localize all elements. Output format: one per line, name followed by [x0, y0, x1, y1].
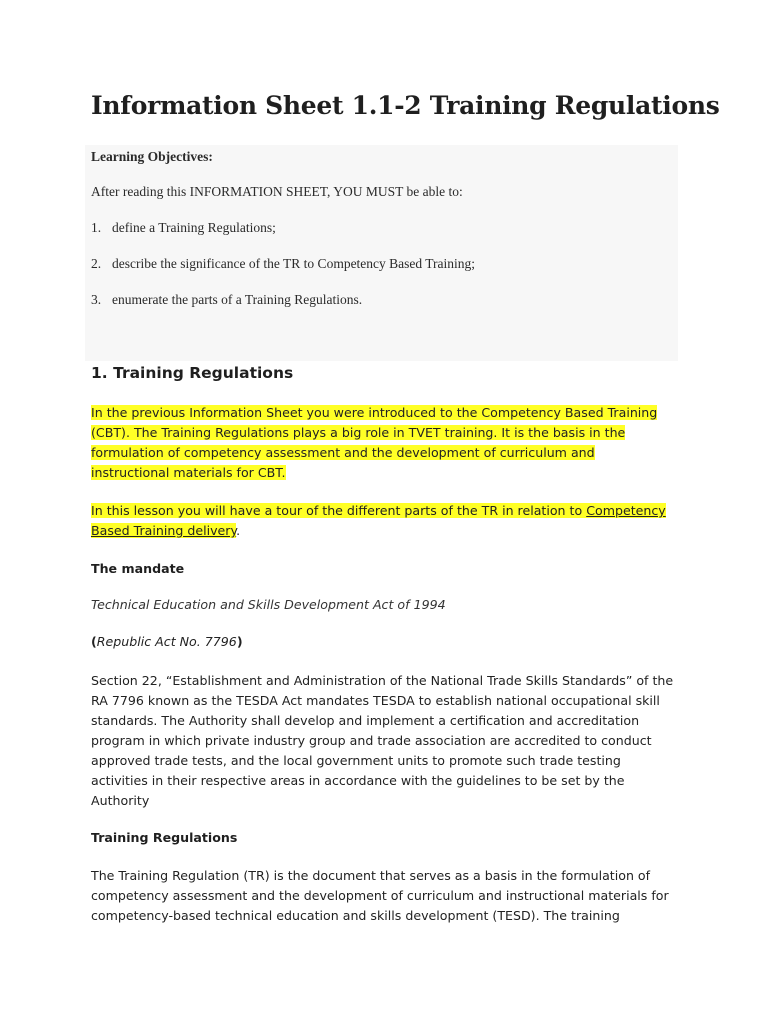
objective-number: 2.: [91, 256, 102, 271]
highlighted-text: In the previous Information Sheet you were introduced to the Competency Based Training: [91, 405, 658, 420]
objective-text: describe the significance of the TR to Competency Based Training;: [112, 256, 476, 271]
close-paren: ): [236, 634, 243, 649]
paragraph-line: The Training Regulation (TR) is the document that serves as a basis in the formulation of: [91, 868, 651, 883]
section-heading-training-regulations: 1. Training Regulations: [91, 364, 294, 382]
objective-number: 1.: [91, 220, 102, 235]
training-regulations-heading: Training Regulations: [91, 830, 238, 845]
section-22-paragraph: [91, 671, 691, 811]
objective-item: [91, 292, 362, 308]
republic-act-number: [91, 634, 243, 649]
document-title: Information Sheet 1.1-2 Training Regulations: [91, 91, 720, 120]
objective-number: 3.: [91, 292, 102, 307]
highlighted-text: (CBT). The Training Regulations plays a big role in TVET training. It is the basis in the: [91, 425, 626, 440]
paragraph-line: Authority: [91, 793, 150, 808]
cbt-delivery-link[interactable]: Competency: [586, 503, 666, 518]
objective-item: [91, 256, 475, 272]
paragraph-line: program in which private industry group and trade association are accredited to conduct: [91, 733, 652, 748]
highlighted-text: In this lesson you will have a tour of the different parts of the TR in relation to: [91, 503, 587, 518]
paragraph-line: Section 22, “Establishment and Administration of the National Trade Skills Standards” of the: [91, 673, 674, 688]
paragraph-line: activities in their respective areas in accordance with the guidelines to be set by the: [91, 773, 625, 788]
paragraph-line: approved trade tests, and the local government units to promote such trade testing: [91, 753, 621, 768]
objective-text: enumerate the parts of a Training Regulations.: [112, 292, 363, 307]
open-paren: (: [91, 634, 97, 649]
paragraph-line: standards. The Authority shall develop and implement a certification and accreditation: [91, 713, 640, 728]
highlighted-text: instructional materials for CBT.: [91, 465, 286, 480]
act-name: Technical Education and Skills Development Act of 1994: [91, 597, 446, 612]
paragraph-line: competency-based technical education and skills development (TESD). The training: [91, 908, 620, 923]
objective-text: define a Training Regulations;: [112, 220, 276, 235]
mandate-heading: The mandate: [91, 561, 185, 576]
tr-definition-paragraph: [91, 866, 691, 926]
sentence-period: .: [236, 523, 241, 538]
objectives-intro: After reading this INFORMATION SHEET, YOU MUST be able to:: [91, 184, 463, 199]
objectives-heading: Learning Objectives:: [91, 149, 213, 164]
paragraph-line: RA 7796 known as the TESDA Act mandates TESDA to establish national occupational skill: [91, 693, 660, 708]
lesson-paragraph: [91, 501, 691, 541]
cbt-delivery-link-continued[interactable]: Based Training delivery: [91, 523, 237, 538]
republic-act-text: Republic Act No. 7796: [96, 634, 237, 649]
learning-objectives-box: [85, 145, 678, 361]
paragraph-line: competency assessment and the development of curriculum and instructional materials for: [91, 888, 669, 903]
highlighted-text: formulation of competency assessment and the development of curriculum and: [91, 445, 595, 460]
intro-paragraph: [91, 403, 691, 483]
objective-item: [91, 220, 276, 236]
